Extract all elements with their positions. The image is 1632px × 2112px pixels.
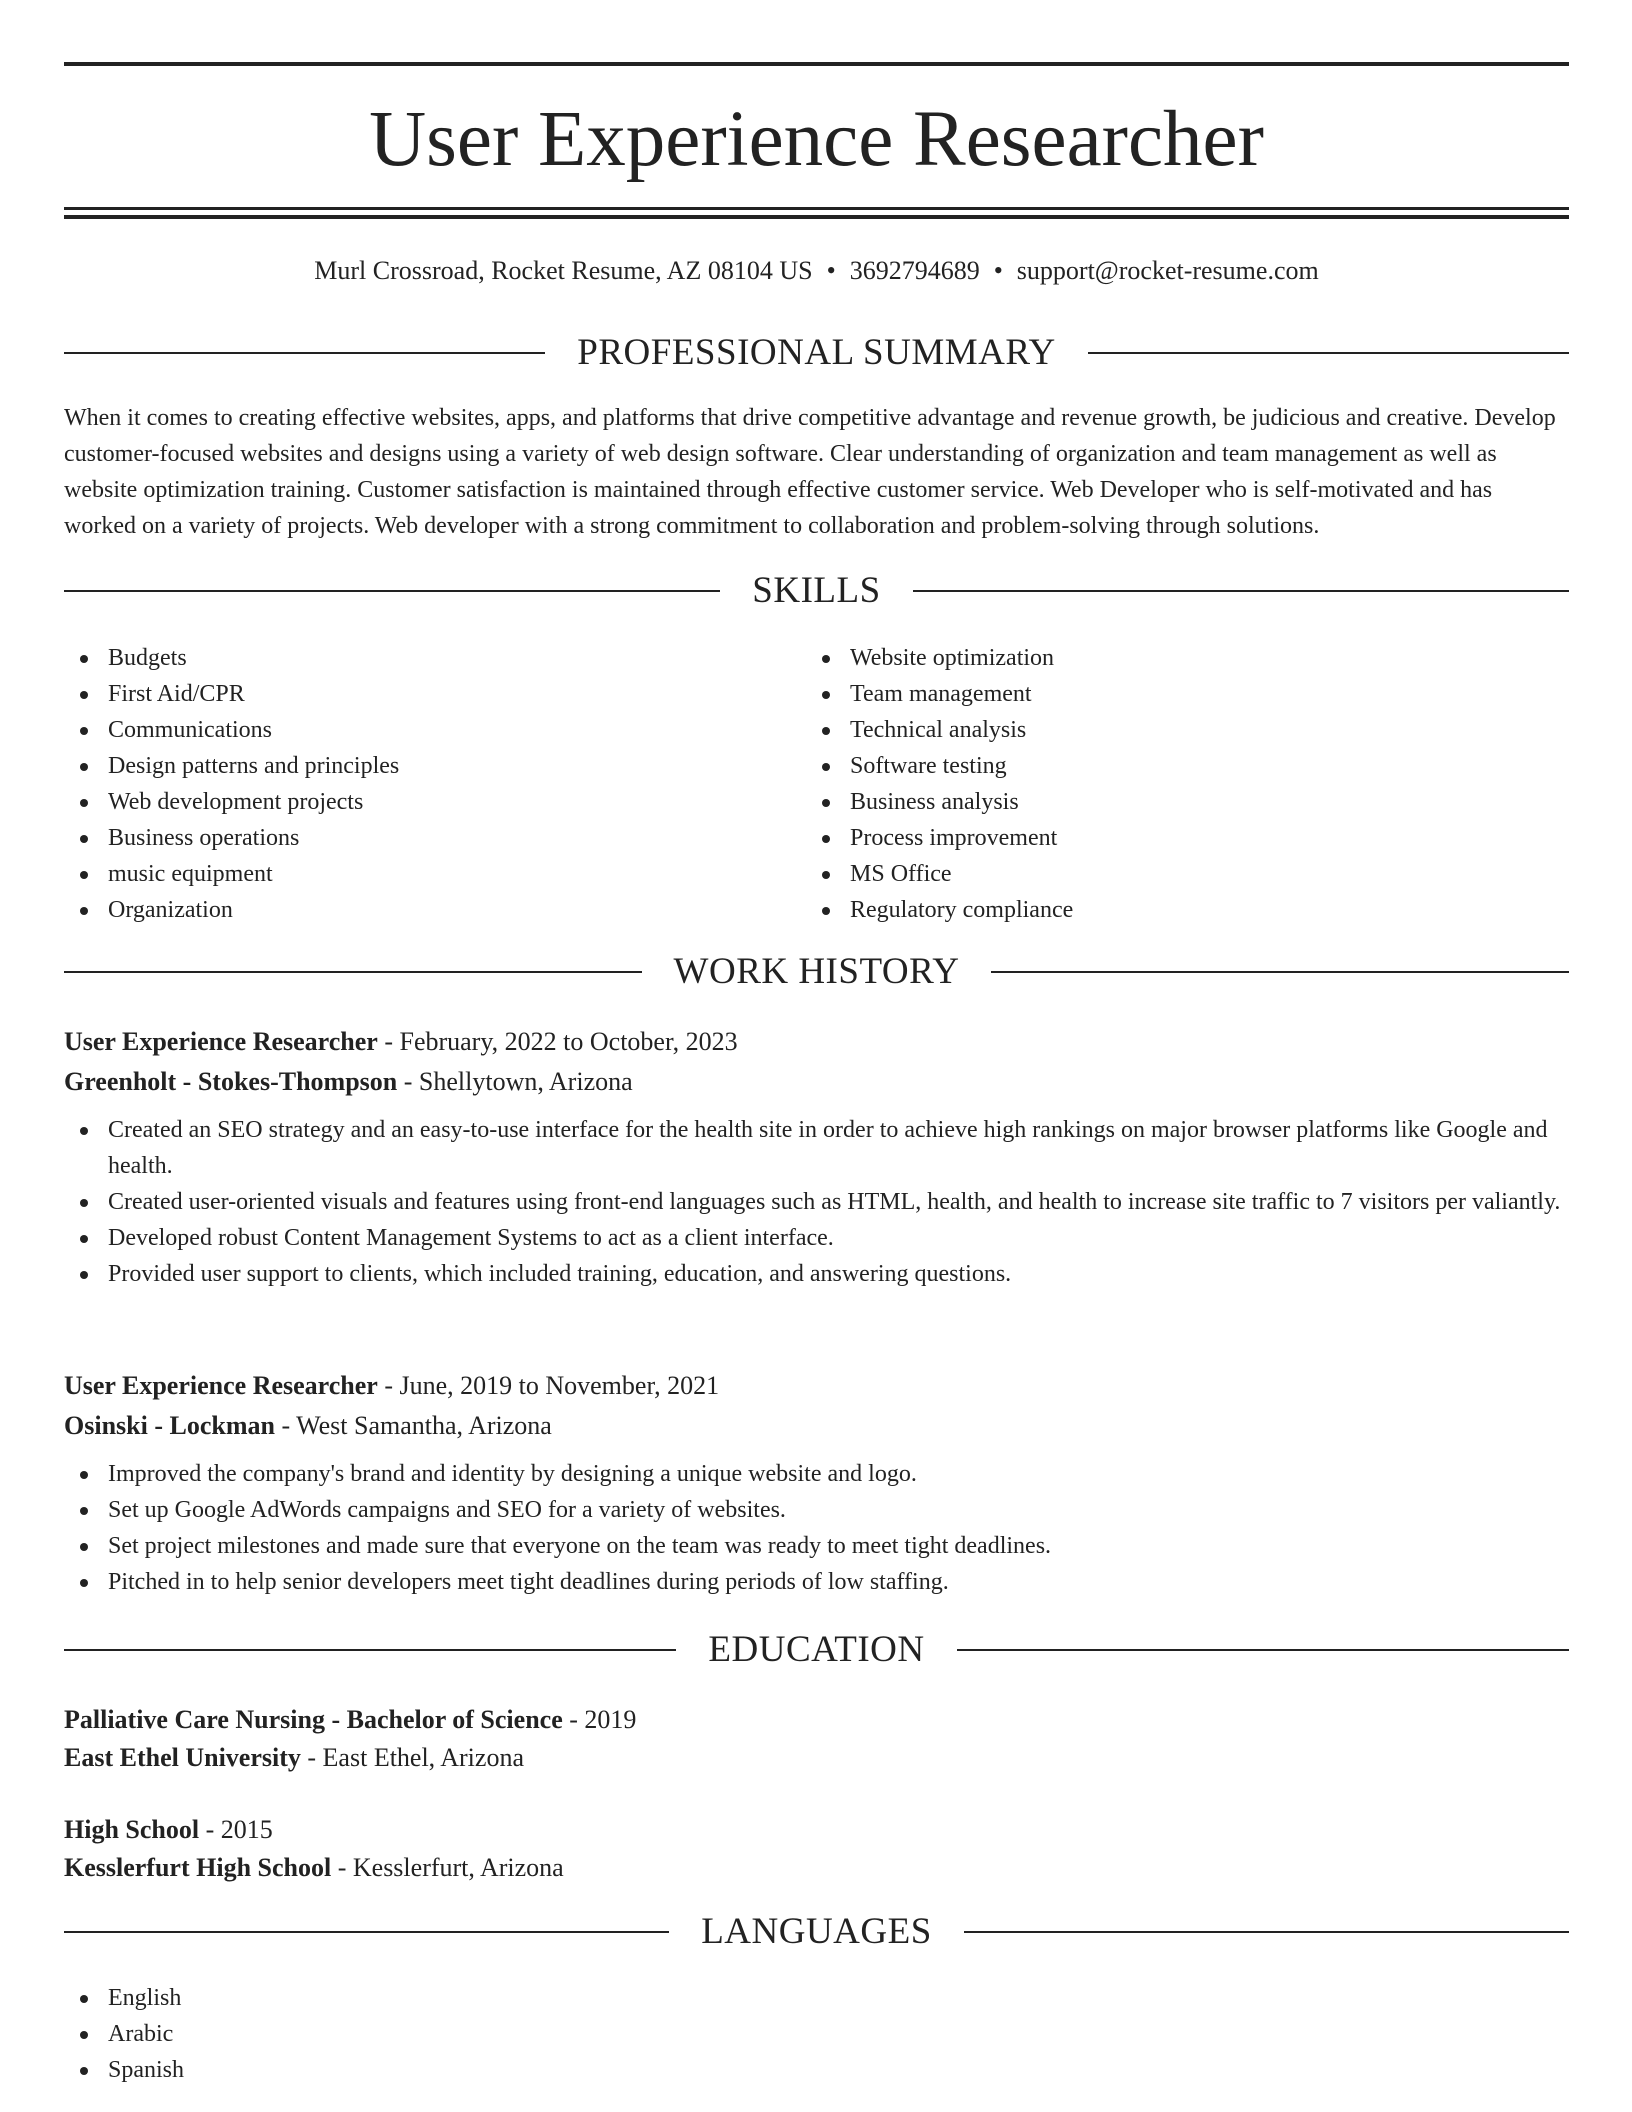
edu-year: - 2019 [562, 1705, 637, 1734]
job-bullet: Set up Google AdWords campaigns and SEO for a variety of websites. [64, 1492, 1569, 1528]
job-title-line [64, 1022, 1569, 1062]
edu-school: East Ethel University [64, 1743, 301, 1772]
skill-item: Team management [806, 676, 1506, 712]
edu-degree-line [64, 1701, 1569, 1739]
job-company-line [64, 1406, 1569, 1446]
edu-school-line [64, 1739, 1569, 1777]
job-role: User Experience Researcher [64, 1371, 378, 1400]
education-heading [64, 1628, 1569, 1672]
edu-location: - Kesslerfurt, Arizona [331, 1853, 564, 1882]
heading-rule-left [64, 971, 642, 973]
heading-rule-right [991, 971, 1569, 973]
job-title-line [64, 1366, 1569, 1406]
work-heading-label: WORK HISTORY [673, 951, 960, 992]
contact-email: support@rocket-resume.com [1016, 256, 1319, 285]
job-bullets [64, 1456, 1569, 1600]
skill-item: Organization [64, 892, 764, 928]
heading-rule-right [913, 590, 1569, 592]
contact-separator: • [993, 256, 1003, 285]
skill-item: Software testing [806, 748, 1506, 784]
skills-list-left [64, 640, 764, 928]
summary-heading-label: PROFESSIONAL SUMMARY [577, 332, 1056, 373]
contact-line [64, 254, 1569, 288]
skill-item: Process improvement [806, 820, 1506, 856]
skills-heading [64, 569, 1569, 613]
skills-list-right [806, 640, 1506, 928]
skills-column-left [64, 640, 764, 928]
skill-item: Communications [64, 712, 764, 748]
heading-rule-right [1088, 352, 1569, 354]
work-entry [64, 1366, 1569, 1600]
contact-separator: • [826, 256, 836, 285]
skill-item: Website optimization [806, 640, 1506, 676]
languages-heading-label: LANGUAGES [701, 1911, 932, 1952]
language-item: Arabic [64, 2016, 764, 2052]
header-top-rule [64, 62, 1569, 66]
job-bullet: Set project milestones and made sure that everyone on the team was ready to meet tight deadlines. [64, 1528, 1569, 1564]
language-item: Spanish [64, 2052, 764, 2088]
languages-list [64, 1980, 764, 2088]
header-bottom-rule-2 [64, 215, 1569, 219]
job-dates: - June, 2019 to November, 2021 [377, 1371, 720, 1400]
summary-text: When it comes to creating effective websites, apps, and platforms that drive competitive advantage and revenue growth, be judicious and creative. Develop customer-focused websites and designs using a variety of web design software. Clear understanding of organization and team management as well as website optimization training. Customer satisfaction is maintained through effective customer service. Web Developer who is self-motivated and has worked on a variety of projects. Web developer with a strong commitment to collaboration and problem-solving through solutions. [64, 405, 1556, 539]
job-company: Osinski - Lockman [64, 1411, 275, 1440]
heading-rule-right [957, 1649, 1569, 1651]
language-item: English [64, 1980, 764, 2016]
edu-year: - 2015 [199, 1815, 273, 1844]
skill-item: Budgets [64, 640, 764, 676]
skill-item: First Aid/CPR [64, 676, 764, 712]
header-bottom-rule-1 [64, 207, 1569, 210]
skill-item: Web development projects [64, 784, 764, 820]
heading-rule-left [64, 1931, 669, 1933]
skill-item: Design patterns and principles [64, 748, 764, 784]
job-bullets [64, 1112, 1569, 1292]
heading-rule-left [64, 590, 720, 592]
job-company-line [64, 1062, 1569, 1102]
job-bullet: Improved the company's brand and identity by designing a unique website and logo. [64, 1456, 1569, 1492]
work-heading [64, 950, 1569, 994]
job-bullet: Provided user support to clients, which included training, education, and answering questions. [64, 1256, 1569, 1292]
edu-degree-line [64, 1811, 1569, 1849]
work-entry [64, 1022, 1569, 1292]
heading-rule-right [964, 1931, 1569, 1933]
contact-phone: 3692794689 [849, 256, 980, 285]
job-bullet: Created an SEO strategy and an easy-to-use interface for the health site in order to achieve high rankings on major browser platforms like Google and health. [64, 1112, 1569, 1184]
job-dates: - February, 2022 to October, 2023 [377, 1027, 738, 1056]
summary-heading [64, 331, 1569, 375]
job-bullet: Created user-oriented visuals and features using front-end languages such as HTML, health, and health to increase site traffic to 7 visitors per valiantly. [64, 1184, 1569, 1220]
job-bullet: Pitched in to help senior developers meet tight deadlines during periods of low staffing. [64, 1564, 1569, 1600]
resume-title: User Experience Researcher [369, 96, 1264, 183]
skill-item: Business operations [64, 820, 764, 856]
edu-degree: High School [64, 1815, 200, 1844]
skill-item: Business analysis [806, 784, 1506, 820]
skills-heading-label: SKILLS [752, 570, 881, 611]
education-entry [64, 1701, 1569, 1777]
job-role: User Experience Researcher [64, 1027, 378, 1056]
edu-school-line [64, 1849, 1569, 1887]
education-entry [64, 1811, 1569, 1887]
edu-school: Kesslerfurt High School [64, 1853, 332, 1882]
skill-item: music equipment [64, 856, 764, 892]
skill-item: Technical analysis [806, 712, 1506, 748]
heading-rule-left [64, 352, 545, 354]
job-company: Greenholt - Stokes-Thompson [64, 1067, 398, 1096]
job-location: - Shellytown, Arizona [397, 1067, 633, 1096]
edu-location: - East Ethel, Arizona [300, 1743, 524, 1772]
skill-item: MS Office [806, 856, 1506, 892]
skill-item: Regulatory compliance [806, 892, 1506, 928]
heading-rule-left [64, 1649, 676, 1651]
job-bullet: Developed robust Content Management Systems to act as a client interface. [64, 1220, 1569, 1256]
job-location: - West Samantha, Arizona [274, 1411, 552, 1440]
languages-column [64, 1980, 764, 2088]
skills-column-right [806, 640, 1506, 928]
languages-heading [64, 1910, 1569, 1954]
contact-address: Murl Crossroad, Rocket Resume, AZ 08104 US [314, 256, 813, 285]
edu-degree: Palliative Care Nursing - Bachelor of Science [64, 1705, 563, 1734]
education-heading-label: EDUCATION [708, 1629, 925, 1670]
